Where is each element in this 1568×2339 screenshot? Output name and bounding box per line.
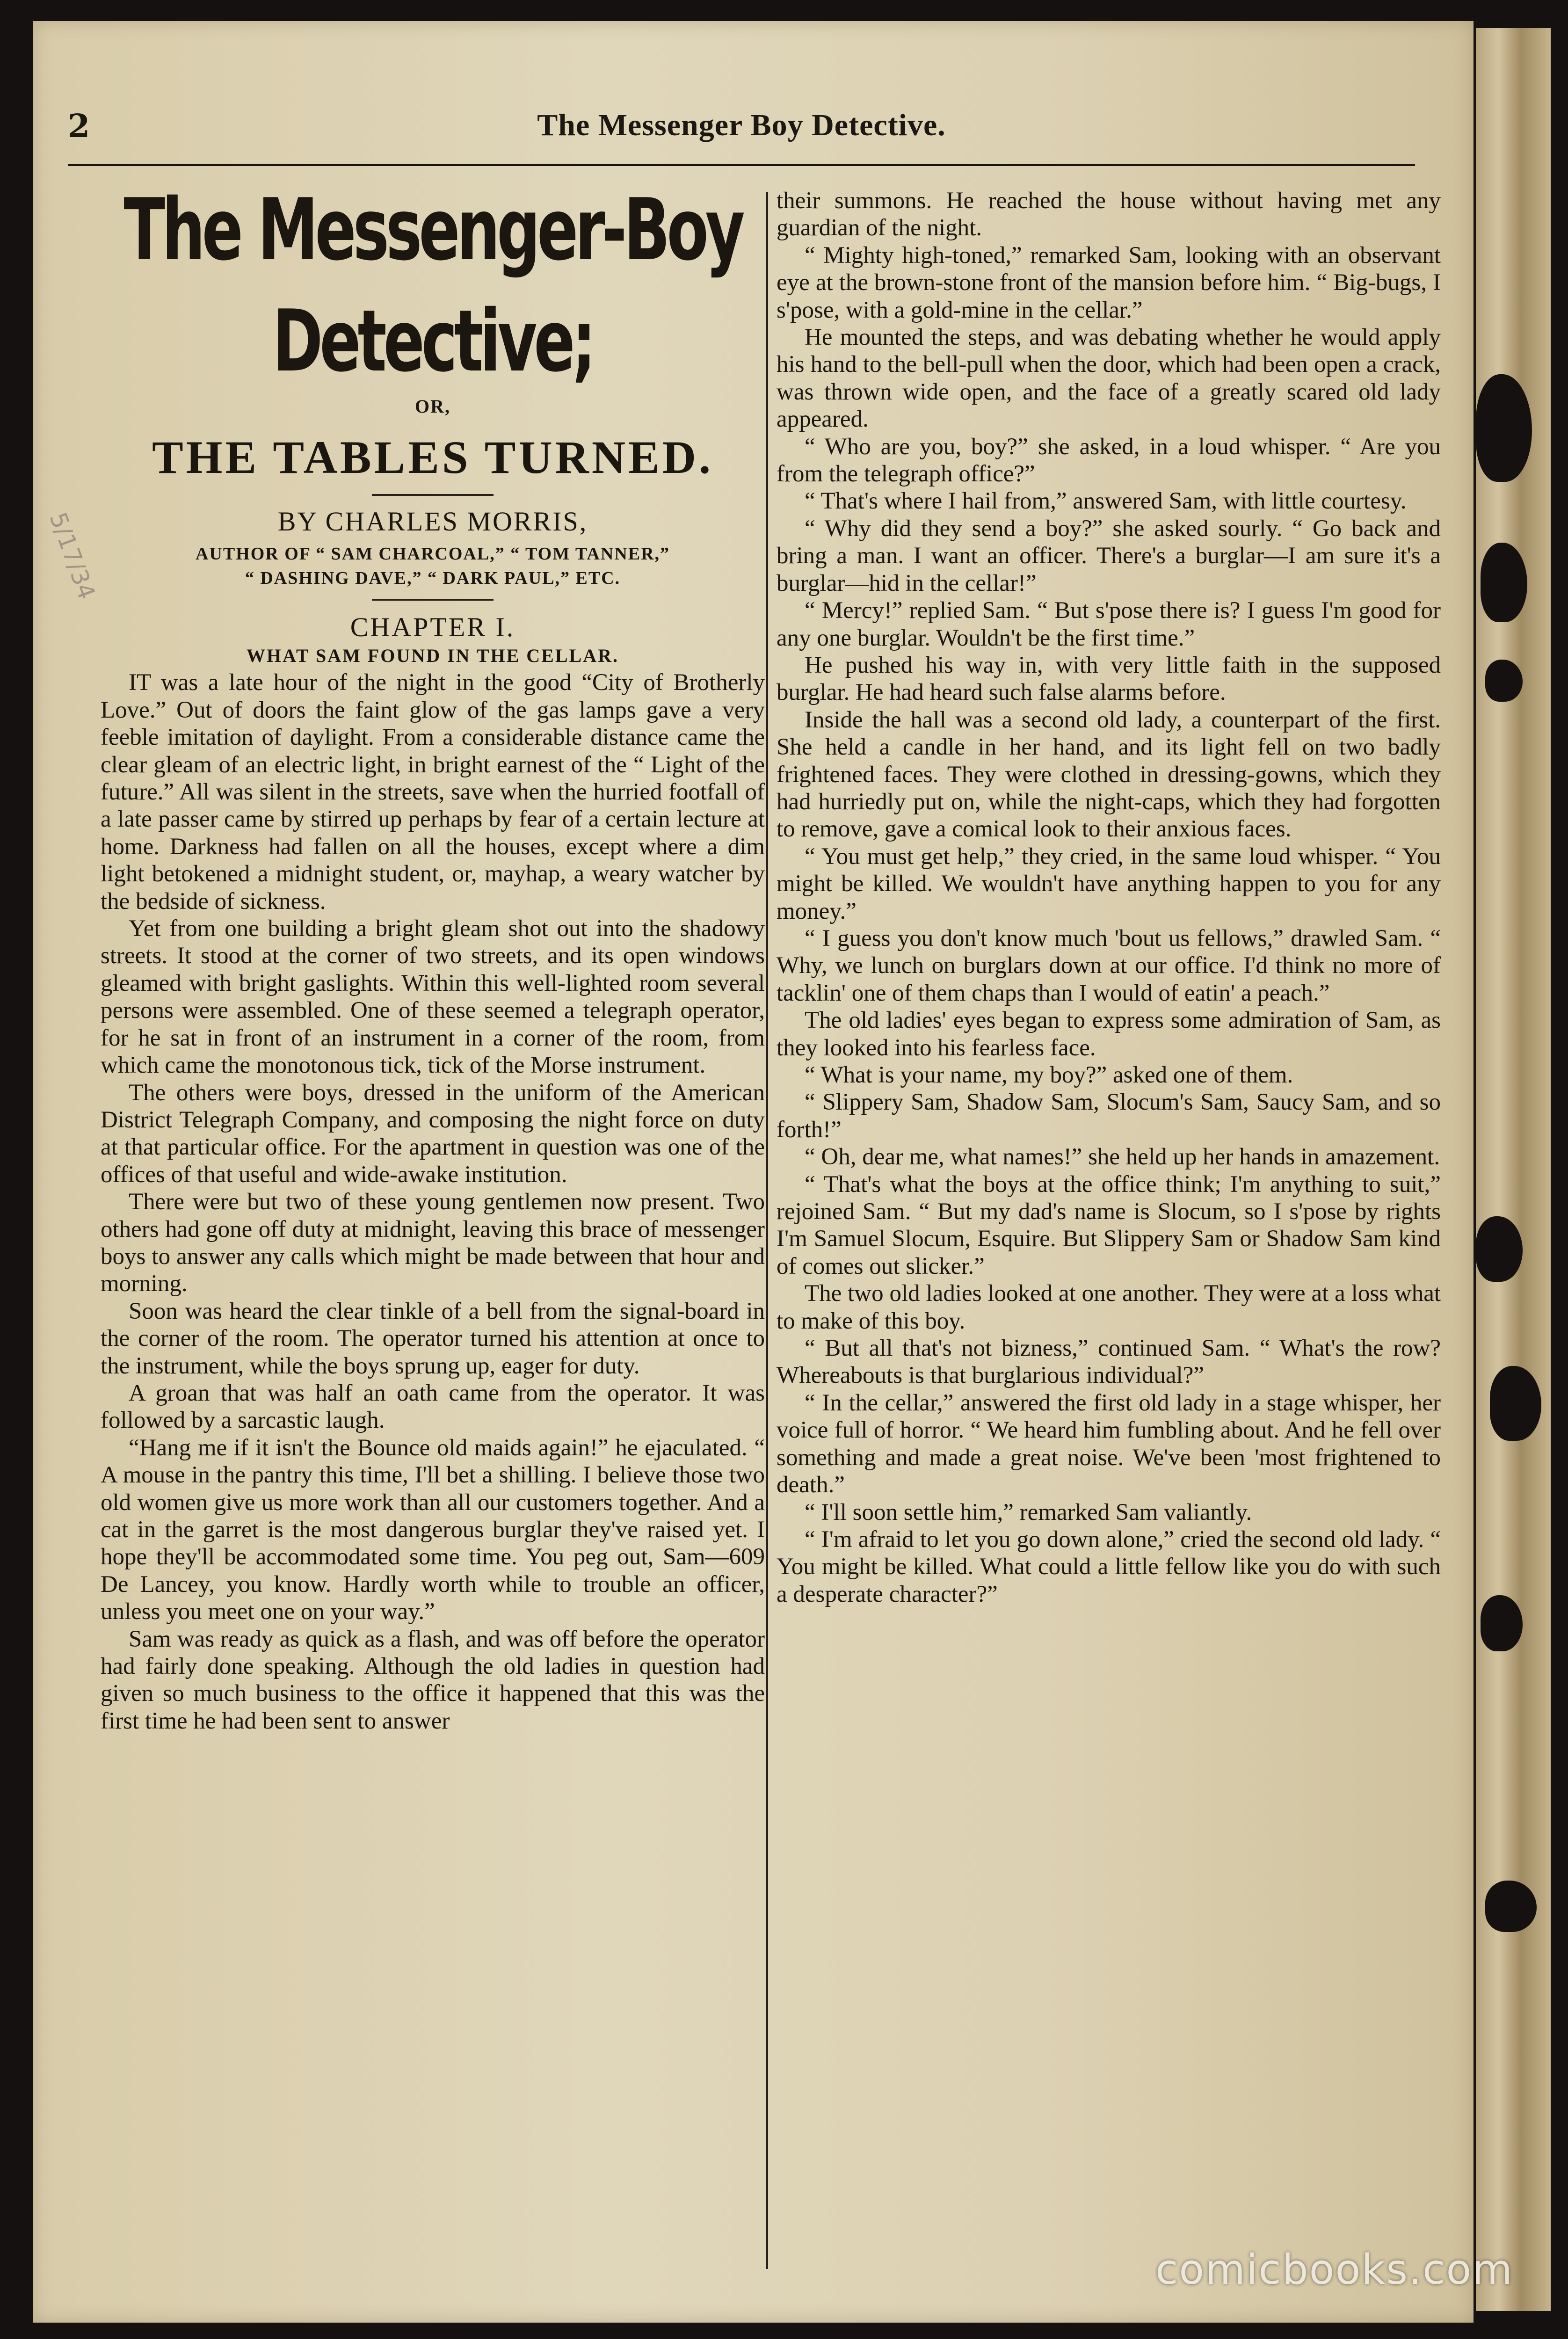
paragraph: “ Who are you, boy?” she asked, in a loud whisper. “ Are you from the telegraph office?”: [777, 433, 1441, 487]
page-number: 2: [68, 108, 90, 145]
paragraph: “ That's what the boys at the office think; I'm anything to suit,” rejoined Sam. “ But my dad's name is Slocum, so I s'pose by rights I'm Samuel Slocum, Esquire. But Slippery Sam or Shadow Sam kind of comes out slicker.”: [777, 1171, 1441, 1279]
paragraph: IT was a late hour of the night in the good “City of Brotherly Love.” Out of doors the faint glow of the gas lamps gave a very feeble imitation of daylight. From a considerable distance came the clear gleam of an electric light, in bright earnest of the “ Light of the future.” All was silent in the streets, save when the hurried footfall of a late passer came by stirred up perhaps by fear of a certain lecture at home. Darkness had fallen on all the houses, except where a dim light betokened a midnight student, or, mayhap, a weary watcher by the bedside of sickness.: [101, 669, 765, 915]
paragraph: The two old ladies looked at one another. They were at a loss what to make of this boy.: [777, 1280, 1441, 1334]
or-line: OR,: [415, 396, 450, 417]
page-binding: [1476, 28, 1551, 2311]
paragraph: “ Why did they send a boy?” she asked sourly. “ Go back and bring a man. I want an officer. There's a burglar—I am sure it's a burglar—hid in the cellar!”: [777, 515, 1441, 596]
story-title: The Messenger-Boy Detective;: [123, 180, 742, 391]
left-column: [101, 180, 765, 1735]
paragraph: Yet from one building a bright gleam shot out into the shadowy streets. It stood at the corner of two streets, and its open windows gleamed with bright gaslights. Within this well-lighted room several persons were assembled. One of these seemed a telegraph operator, for he sat in front of an instrument in a corner of the room, from which came the monotonous tick, tick of the Morse instrument.: [101, 915, 765, 1079]
paragraph: “ Mercy!” replied Sam. “ But s'pose there is? I guess I'm good for any one burglar. Wouldn't be the first time.”: [777, 597, 1441, 651]
alternate-title: THE TABLES TURNED.: [152, 431, 714, 484]
paragraph: Sam was ready as quick as a flash, and was off before the operator had fairly done speaking. Although the old ladies in question had given so much business to the office it happened that this was the first time he had been sent to answer: [101, 1626, 765, 1734]
column-rule: [766, 192, 768, 2269]
paragraph: “ That's where I hail from,” answered Sam, with little courtesy.: [805, 488, 1407, 515]
running-head: [68, 108, 1415, 166]
paragraph: Inside the hall was a second old lady, a counterpart of the first. She held a candle in her hand, and its light fell on two badly frightened faces. They were clothed in dressing-gowns, which they had hurriedly put on, while the night-caps, which they had forgotten to remove, gave a comical look to their anxious faces.: [777, 706, 1441, 843]
paragraph: “ In the cellar,” answered the first old lady in a stage whisper, her voice full of horror. “ We heard him fumbling about. And he fell over something and made a great noise. We've been 'most frightened to death.”: [777, 1389, 1441, 1498]
paragraph: “Hang me if it isn't the Bounce old maids again!” he ejaculated. “ A mouse in the pantry this time, I'll bet a shilling. I believe those two old women give us more work than all our customers together. And a cat in the garret is the most dangerous burglar they've raised yet. I hope they'll be accommodated some time. You peg out, Sam—609 De Lancey, you know. Hardly worth while to trouble an officer, unless you meet one on your way.”: [101, 1434, 765, 1625]
credits-line: “ DASHING DAVE,” “ DARK PAUL,” ETC.: [245, 568, 621, 588]
byline: BY CHARLES MORRIS,: [277, 506, 588, 537]
paragraph: He pushed his way in, with very little faith in the supposed burglar. He had heard such false alarms before.: [777, 652, 1441, 706]
paragraph: A groan that was half an oath came from the operator. It was followed by a sarcastic laugh.: [101, 1380, 765, 1434]
paragraph: Soon was heard the clear tinkle of a bell from the signal-board in the corner of the room. The operator turned his attention at once to the instrument, while the boys sprung up, eager for duty.: [101, 1298, 765, 1379]
credits-line: AUTHOR OF “ SAM CHARCOAL,” “ TOM TANNER,”: [195, 544, 670, 564]
left-column-body: [101, 669, 765, 1735]
chapter-heading: CHAPTER I.: [350, 612, 515, 643]
divider: [372, 494, 494, 496]
paragraph: “ I'm afraid to let you go down alone,” cried the second old lady. “ You might be killed. What could a little fellow like you do with such a desperate character?”: [777, 1526, 1441, 1607]
paragraph: “ Mighty high-toned,” remarked Sam, looking with an observant eye at the brown-stone front of the mansion before him. “ Big-bugs, I s'pose, with a gold-mine in the cellar.”: [777, 242, 1441, 323]
paragraph: “ But all that's not bizness,” continued Sam. “ What's the row? Whereabouts is that burglarious individual?”: [777, 1335, 1441, 1389]
paragraph: There were but two of these young gentlemen now present. Two others had gone off duty at midnight, leaving this brace of messenger boys to answer any calls which might be made between that hour and morning.: [101, 1189, 765, 1297]
paragraph: “ I guess you don't know much 'bout us fellows,” drawled Sam. “ Why, we lunch on burglars down at our office. I'd think no more of tacklin' one of them chaps than I would of eatin' a peach.”: [777, 925, 1441, 1006]
paragraph: “ You must get help,” they cried, in the same loud whisper. “ You might be killed. We wouldn't have anything happen to you for any money.”: [777, 843, 1441, 924]
paragraph: “ Slippery Sam, Shadow Sam, Slocum's Sam, Saucy Sam, and so forth!”: [777, 1089, 1441, 1143]
running-title: The Messenger Boy Detective.: [537, 108, 946, 142]
paragraph: “ I'll soon settle him,” remarked Sam valiantly.: [805, 1499, 1252, 1525]
right-column: [777, 187, 1441, 1608]
paragraph: “ What is your name, my boy?” asked one of them.: [805, 1062, 1293, 1088]
chapter-title: WHAT SAM FOUND IN THE CELLAR.: [247, 645, 619, 667]
paragraph: The others were boys, dressed in the uniform of the American District Telegraph Company, and composing the night force on duty at that particular office. For the apartment in question was one of the offices of that useful and wide-awake institution.: [101, 1079, 765, 1188]
author-credits: [101, 542, 765, 590]
paragraph: He mounted the steps, and was debating whether he would apply his hand to the bell-pull when the door, which had been open a crack, was thrown wide open, and the face of a greatly scared old lady appeared.: [777, 324, 1441, 433]
divider: [372, 599, 494, 601]
paragraph: their summons. He reached the house without having met any guardian of the night.: [777, 188, 1441, 241]
paragraph: The old ladies' eyes began to express some admiration of Sam, as they looked into his fearless face.: [777, 1007, 1441, 1061]
watermark: comicbooks.com: [1155, 2245, 1514, 2294]
paragraph: “ Oh, dear me, what names!” she held up her hands in amazement.: [805, 1144, 1440, 1170]
